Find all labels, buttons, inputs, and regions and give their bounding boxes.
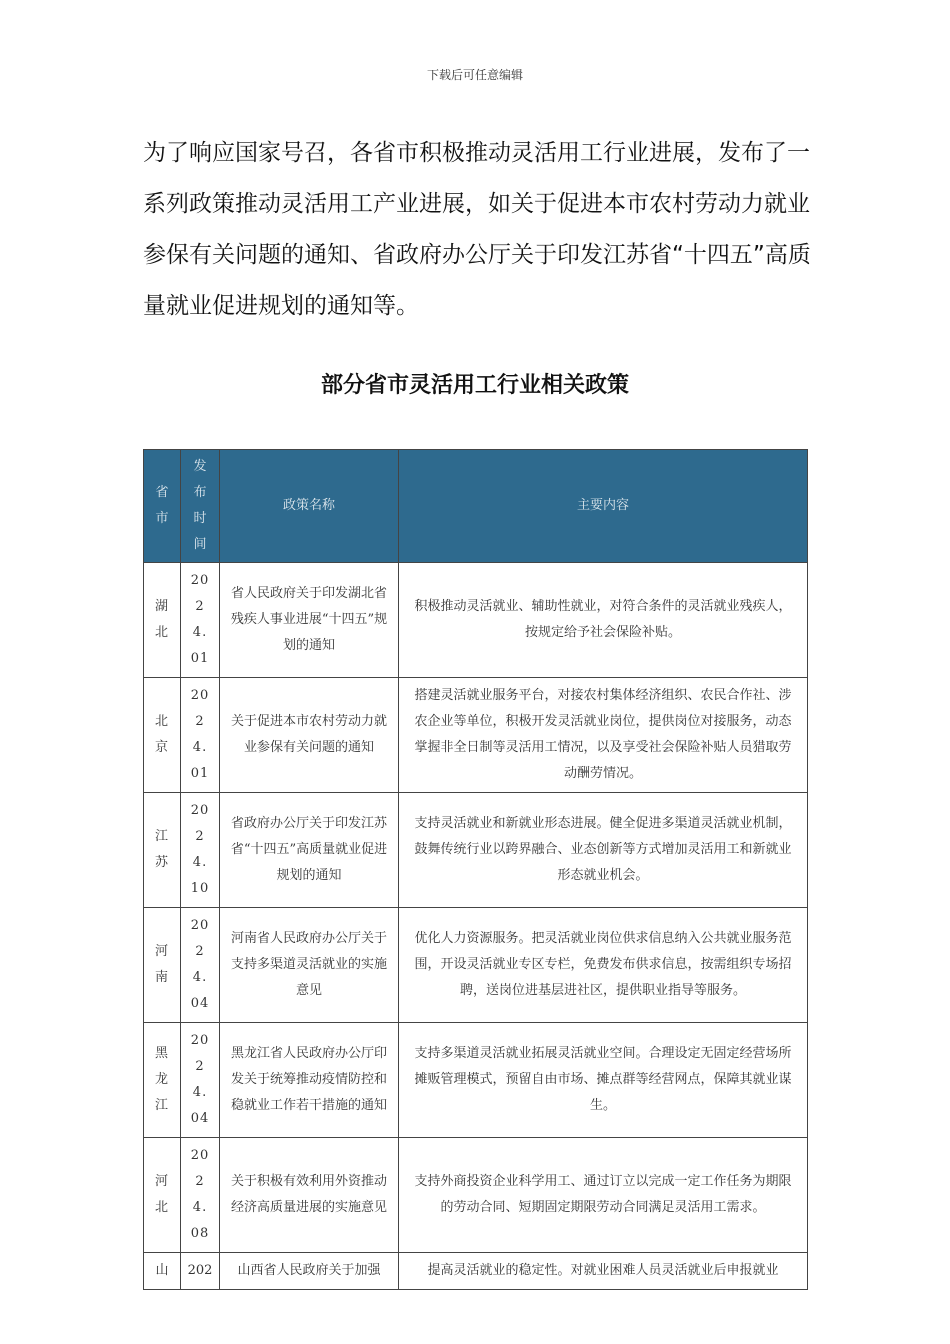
cell-main-content: 积极推动灵活就业、辅助性就业，对符合条件的灵活就业残疾人，按规定给予社会保险补贴。 <box>399 563 808 678</box>
intro-paragraph: 为了响应国家号召，各省市积极推动灵活用工行业进展，发布了一系列政策推动灵活用工产业进展，如关于促进本市农村劳动力就业参保有关问题的通知、省政府办公厅关于印发江苏省“十四五”高质量就业促进规划的通知等。 <box>143 140 811 319</box>
cell-main-content: 支持灵活就业和新就业形态进展。健全促进多渠道灵活就业机制，鼓舞传统行业以跨界融合、业态创新等方式增加灵活用工和新就业形态就业机会。 <box>399 793 808 908</box>
cell-main-content: 支持多渠道灵活就业拓展灵活就业空间。合理设定无固定经营场所摊贩管理模式，预留自由市场、摊点群等经营网点，保障其就业谋生。 <box>399 1023 808 1138</box>
table-title: 部分省市灵活用工行业相关政策 <box>320 373 629 398</box>
cell-policy-name: 省政府办公厅关于印发江苏省“十四五”高质量就业促进规划的通知 <box>220 793 399 908</box>
table-row <box>144 678 808 793</box>
table-row <box>144 1253 808 1290</box>
table-row <box>144 563 808 678</box>
cell-province: 北京 <box>144 678 181 793</box>
cell-date: 2024.04 <box>181 908 220 1023</box>
cell-policy-name: 河南省人民政府办公厅关于支持多渠道灵活就业的实施意见 <box>220 908 399 1023</box>
cell-policy-name: 黑龙江省人民政府办公厅印发关于统筹推动疫情防控和稳就业工作若干措施的通知 <box>220 1023 399 1138</box>
header-policy-name: 政策名称 <box>220 450 399 563</box>
cell-date: 202 <box>181 1253 220 1290</box>
header-date: 发布时间 <box>181 450 220 563</box>
cell-province: 河北 <box>144 1138 181 1253</box>
cell-policy-name: 关于积极有效利用外资推动经济高质量进展的实施意见 <box>220 1138 399 1253</box>
cell-main-content: 支持外商投资企业科学用工、通过订立以完成一定工作任务为期限的劳动合同、短期固定期限劳动合同满足灵活用工需求。 <box>399 1138 808 1253</box>
table-row <box>144 1023 808 1138</box>
header-note: 下载后可任意编辑 <box>426 68 523 82</box>
cell-main-content: 搭建灵活就业服务平台，对接农村集体经济组织、农民合作社、涉农企业等单位，积极开发灵活就业岗位，提供岗位对接服务，动态掌握非全日制等灵活用工情况，以及享受社会保险补贴人员猎取劳动酬劳情况。 <box>399 678 808 793</box>
cell-main-content: 提高灵活就业的稳定性。对就业困难人员灵活就业后申报就业 <box>399 1253 808 1290</box>
cell-policy-name: 山西省人民政府关于加强 <box>220 1253 399 1290</box>
cell-province: 江苏 <box>144 793 181 908</box>
cell-province: 山 <box>144 1253 181 1290</box>
table-row <box>144 793 808 908</box>
cell-date: 2024.01 <box>181 678 220 793</box>
cell-main-content: 优化人力资源服务。把灵活就业岗位供求信息纳入公共就业服务范围，开设灵活就业专区专栏，免费发布供求信息，按需组织专场招聘，送岗位进基层进社区，提供职业指导等服务。 <box>399 908 808 1023</box>
table-header-row <box>144 450 808 563</box>
cell-policy-name: 关于促进本市农村劳动力就业参保有关问题的通知 <box>220 678 399 793</box>
cell-province: 河南 <box>144 908 181 1023</box>
cell-date: 2024.04 <box>181 1023 220 1138</box>
cell-province: 黑龙江 <box>144 1023 181 1138</box>
header-province: 省市 <box>144 450 181 563</box>
table-row <box>144 1138 808 1253</box>
cell-date: 2024.08 <box>181 1138 220 1253</box>
table-row <box>144 908 808 1023</box>
cell-date: 2024.01 <box>181 563 220 678</box>
policy-table <box>143 449 808 1290</box>
cell-policy-name: 省人民政府关于印发湖北省残疾人事业进展“十四五”规划的通知 <box>220 563 399 678</box>
cell-date: 2024.10 <box>181 793 220 908</box>
header-main-content: 主要内容 <box>399 450 808 563</box>
cell-province: 湖北 <box>144 563 181 678</box>
